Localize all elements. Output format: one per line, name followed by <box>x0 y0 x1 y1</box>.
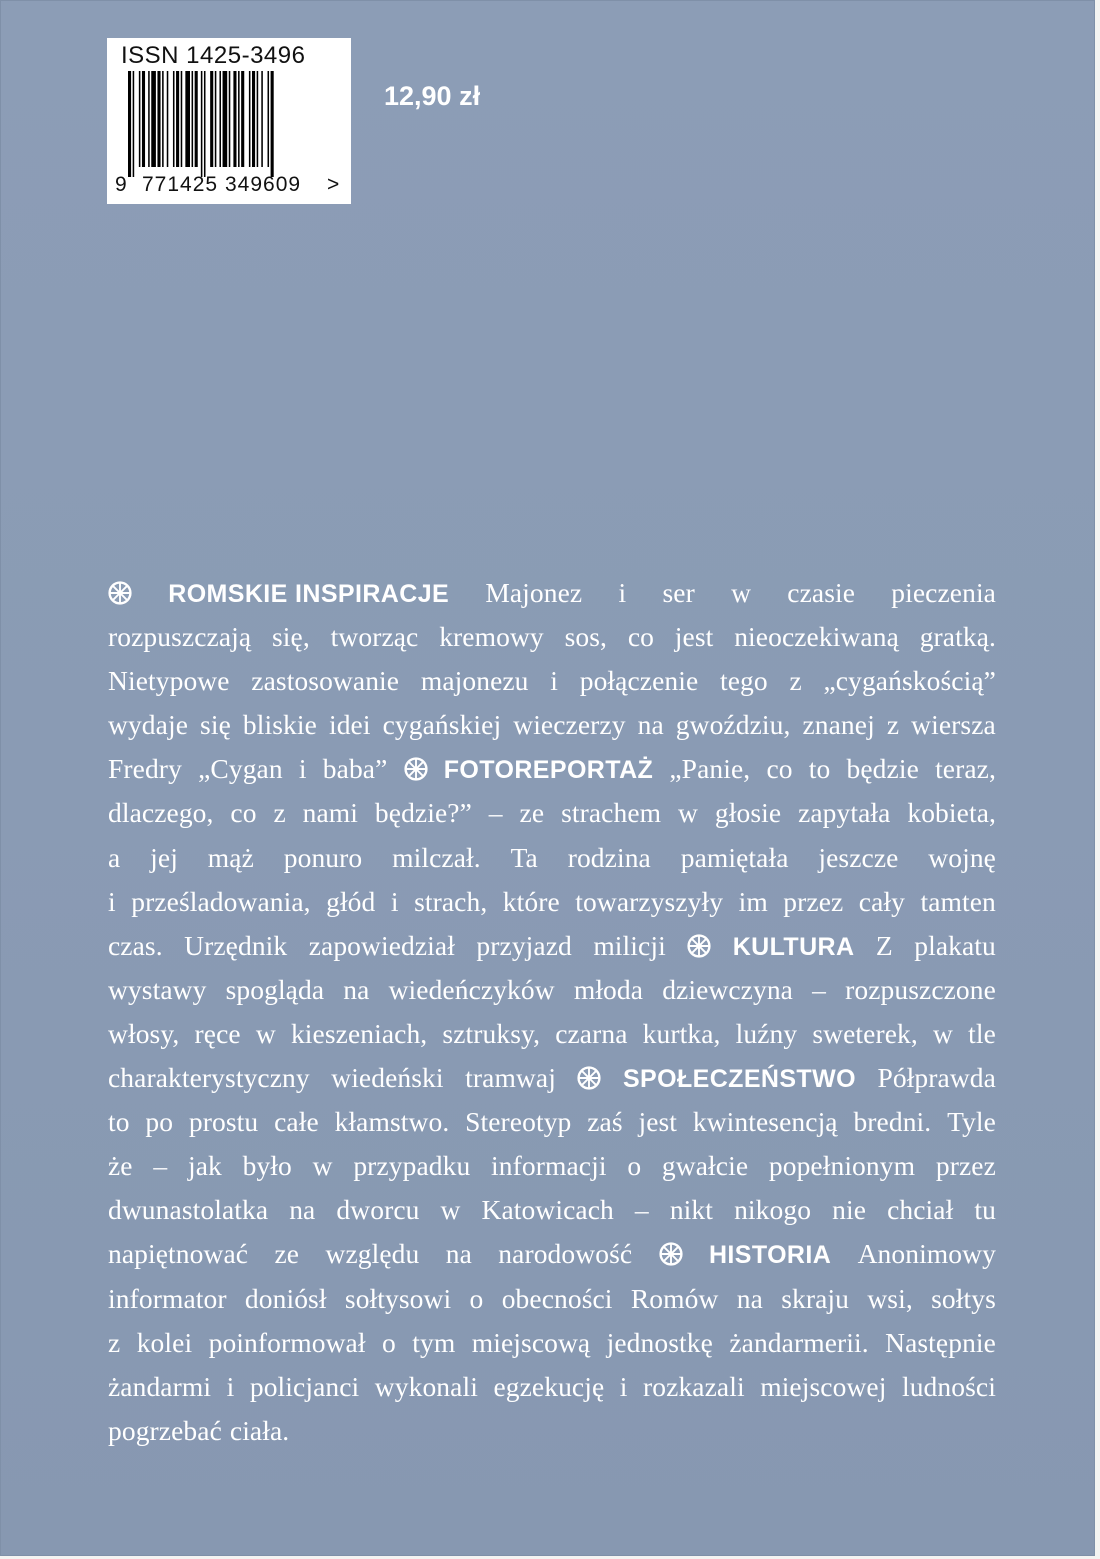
blurb-word: Półprawda <box>877 1062 996 1094</box>
blurb-word: dworcu <box>336 1194 420 1226</box>
blurb-word: gratką. <box>919 621 996 653</box>
blurb-word: w <box>678 797 698 829</box>
blurb-word: wydaje <box>108 709 189 741</box>
blurb-word: o <box>627 1150 642 1182</box>
blurb-word: wystawy <box>108 973 207 1005</box>
blurb-word: tu <box>974 1194 996 1226</box>
blurb-word: im <box>738 885 768 917</box>
blurb-word: cały <box>858 885 905 917</box>
blurb-line <box>108 571 996 615</box>
blurb-word: z <box>886 709 900 741</box>
blurb-word: młoda <box>573 973 644 1005</box>
blurb-word: ser <box>662 577 695 608</box>
blurb-word: jednostkę <box>606 1326 713 1358</box>
blurb-word: ludności <box>901 1370 996 1402</box>
blurb-word: prostu <box>188 1106 259 1138</box>
section-heading-romskie: ROMSKIE INSPIRACJE <box>168 580 450 608</box>
blurb-word: w <box>933 1017 953 1049</box>
blurb-word: co <box>230 797 257 829</box>
blurb-word: Romów <box>630 1282 719 1314</box>
blurb-word: kobieta, <box>907 797 996 829</box>
blurb-word: bliskie <box>242 709 317 741</box>
blurb-word: nami <box>302 797 359 829</box>
blurb-word: o <box>382 1326 396 1358</box>
blurb-word: nieoczekiwaną <box>734 621 899 653</box>
barcode-label <box>107 38 351 204</box>
blurb-word: to <box>808 753 831 785</box>
blurb-word: zaś <box>587 1106 623 1138</box>
blurb-word: tego <box>720 665 768 697</box>
blurb-word: z <box>108 1326 121 1358</box>
barcode-digits-left: 771425 <box>142 173 219 196</box>
blurb-word: w <box>731 577 752 608</box>
wheel-icon <box>577 1066 601 1090</box>
blurb-line <box>108 1144 996 1188</box>
blurb-word: się, <box>272 621 310 653</box>
blurb-word: poinformował <box>208 1326 366 1358</box>
blurb-word: gwoździu, <box>675 709 791 741</box>
wheel-icon <box>404 757 428 781</box>
blurb-word: luźny <box>735 1017 798 1049</box>
blurb-word: – <box>488 797 503 829</box>
blurb-word: i <box>550 665 558 697</box>
blurb-word: milczał. <box>392 841 481 873</box>
blurb-line <box>108 1188 996 1232</box>
blurb-word: sweterek, <box>812 1017 918 1049</box>
blurb-word: wykonali <box>374 1370 478 1402</box>
blurb-word: i <box>618 577 627 608</box>
blurb-word: wsi, <box>867 1282 913 1314</box>
blurb-word: kłamstwo. <box>334 1106 450 1138</box>
cover-blurb <box>108 571 996 1453</box>
barcode-digits-right: 349609 <box>225 173 302 196</box>
blurb-word: Stereotyp <box>465 1106 572 1138</box>
blurb-word: Z <box>875 929 893 961</box>
blurb-word: kwintesencją <box>692 1106 838 1138</box>
blurb-word: – <box>153 1150 168 1182</box>
blurb-word: wieczerzy <box>513 709 626 741</box>
section-heading-kultura: KULTURA <box>732 932 855 961</box>
blurb-word: ze <box>519 797 545 829</box>
blurb-word: włosy, <box>108 1017 180 1049</box>
blurb-word: baba” <box>322 753 388 785</box>
blurb-word: wiedeński <box>331 1062 444 1094</box>
blurb-word: kieszeniach, <box>290 1017 428 1049</box>
blurb-word: doniósł <box>244 1282 327 1314</box>
blurb-word: pamiętała <box>680 841 789 873</box>
blurb-word: policjanci <box>249 1370 360 1402</box>
blurb-word: tym <box>412 1326 456 1358</box>
blurb-word: względu <box>325 1238 420 1270</box>
blurb-word: zapytała <box>798 797 891 829</box>
blurb-word: ponuro <box>283 841 363 873</box>
blurb-word: że <box>108 1150 133 1182</box>
blurb-word: wojnę <box>928 841 996 873</box>
blurb-word: przez <box>783 885 844 917</box>
blurb-word: Nietypowe <box>108 665 230 697</box>
blurb-word: tramwaj <box>465 1062 556 1094</box>
issn-label: ISSN 1425-3496 <box>121 42 306 69</box>
blurb-word: obecności <box>501 1282 613 1314</box>
blurb-word: informator <box>108 1282 227 1314</box>
blurb-line <box>108 1056 996 1100</box>
blurb-word: jak <box>187 1150 222 1182</box>
blurb-word: przez <box>935 1150 996 1182</box>
blurb-word: a <box>108 841 121 873</box>
section-heading-spoleczenstwo: SPOŁECZEŃSTWO <box>622 1065 856 1094</box>
barcode-icon <box>124 71 324 177</box>
blurb-word: miejscową <box>471 1326 591 1358</box>
blurb-word: i <box>390 885 399 917</box>
blurb-word: na <box>343 973 370 1005</box>
blurb-line <box>108 836 996 880</box>
blurb-word: z <box>273 797 286 829</box>
blurb-word: towarzyszyły <box>575 885 724 917</box>
blurb-word: spogląda <box>225 973 325 1005</box>
blurb-word: Fredry <box>108 753 182 785</box>
blurb-word: żandarmerii. <box>729 1326 869 1358</box>
blurb-word: skraju <box>781 1282 850 1314</box>
blurb-word: Tyle <box>947 1106 996 1138</box>
blurb-word: chciał <box>887 1194 954 1226</box>
blurb-word: w <box>440 1194 461 1226</box>
blurb-word: egzekucję <box>493 1370 605 1402</box>
blurb-word: „cygańskością” <box>823 665 996 697</box>
blurb-word: głosie <box>714 797 782 829</box>
blurb-word: jeszcze <box>818 841 899 873</box>
blurb-word: kolei <box>136 1326 193 1358</box>
blurb-word: rozpuszczają <box>108 621 252 653</box>
blurb-line <box>108 968 996 1012</box>
blurb-line <box>108 1012 996 1056</box>
blurb-word: i <box>619 1370 628 1402</box>
blurb-word: Ta <box>510 841 538 873</box>
blurb-word: wiersza <box>911 709 996 741</box>
blurb-word: nikogo <box>734 1194 812 1226</box>
blurb-word: plakatu <box>914 929 996 961</box>
blurb-word: głód <box>326 885 376 917</box>
blurb-word: sztruksy, <box>442 1017 541 1049</box>
blurb-word: jest <box>638 1106 678 1138</box>
blurb-word: i <box>226 1370 235 1402</box>
blurb-word: sołtys <box>931 1282 996 1314</box>
blurb-line <box>108 747 996 791</box>
blurb-word: ze <box>274 1238 300 1270</box>
blurb-word: idei <box>328 709 371 741</box>
section-heading-historia: HISTORIA <box>708 1241 832 1270</box>
blurb-line <box>108 791 996 835</box>
blurb-word: o <box>469 1282 484 1314</box>
blurb-word: teraz, <box>935 753 996 785</box>
blurb-line <box>108 924 996 968</box>
blurb-word: na <box>736 1282 763 1314</box>
blurb-word: dwunastolatka <box>108 1194 269 1226</box>
blurb-word: strach, <box>414 885 488 917</box>
blurb-word: czarna <box>555 1017 628 1049</box>
blurb-word: połączenie <box>579 665 699 697</box>
blurb-word: rodzina <box>567 841 651 873</box>
blurb-word: które <box>502 885 560 917</box>
blurb-word: się <box>200 709 231 741</box>
blurb-word: dlaczego, <box>108 797 214 829</box>
wheel-icon <box>659 1242 683 1266</box>
blurb-line <box>108 1277 996 1321</box>
blurb-word: będzie?” <box>374 797 472 829</box>
blurb-word: przyjazd <box>476 929 572 961</box>
barcode-digit-first: 9 <box>115 173 127 196</box>
blurb-line <box>108 1100 996 1144</box>
blurb-word: ciała. <box>229 1414 290 1446</box>
blurb-word: co <box>627 621 654 653</box>
blurb-word: rozkazali <box>643 1370 745 1402</box>
barcode-arrow: > <box>327 173 340 196</box>
blurb-word: – <box>634 1194 649 1226</box>
blurb-word: zastosowanie <box>251 665 400 697</box>
blurb-word: nie <box>832 1194 867 1226</box>
blurb-word: mąż <box>207 841 254 873</box>
blurb-word: bredni. <box>853 1106 932 1138</box>
blurb-line <box>108 1321 996 1365</box>
blurb-word: jest <box>674 621 714 653</box>
blurb-word: zapowiedział <box>308 929 455 961</box>
blurb-word: Majonez <box>485 577 583 608</box>
blurb-word: to <box>108 1106 130 1138</box>
blurb-word: jej <box>150 841 178 873</box>
blurb-line <box>108 615 996 659</box>
blurb-word: miejscowej <box>760 1370 887 1402</box>
blurb-word: strachem <box>561 797 662 829</box>
blurb-word: dziewczyna <box>662 973 793 1005</box>
blurb-line <box>108 1409 996 1453</box>
blurb-word: charakterystyczny <box>108 1062 310 1094</box>
blurb-word: prześladowania, <box>131 885 311 917</box>
blurb-line <box>108 659 996 703</box>
blurb-word: Anonimowy <box>857 1238 996 1270</box>
blurb-word: nikt <box>669 1194 714 1226</box>
blurb-word: napiętnować <box>108 1238 249 1270</box>
blurb-word: Następnie <box>885 1326 996 1358</box>
blurb-word: rozpuszczone <box>845 973 996 1005</box>
wheel-icon <box>687 934 711 958</box>
blurb-word: cygańskiej <box>382 709 502 741</box>
blurb-word: na <box>289 1194 316 1226</box>
blurb-line <box>108 880 996 924</box>
blurb-word: wiedeńczyków <box>388 973 555 1005</box>
blurb-word: Urzędnik <box>184 929 288 961</box>
blurb-line <box>108 1365 996 1409</box>
blurb-word: milicji <box>593 929 666 961</box>
blurb-word: czasie <box>787 577 856 608</box>
blurb-word: narodowość <box>498 1238 633 1270</box>
blurb-word: przypadku <box>353 1150 471 1182</box>
blurb-word: pieczenia <box>891 577 996 608</box>
blurb-word: będzie <box>846 753 919 785</box>
blurb-word: sołtysowi <box>344 1282 452 1314</box>
section-heading-fotoreportaz: FOTOREPORTAŻ <box>443 756 654 785</box>
blurb-word: pogrzebać <box>108 1414 222 1446</box>
blurb-word: i <box>298 753 307 785</box>
blurb-word: w <box>312 1150 333 1182</box>
blurb-word: na <box>445 1238 472 1270</box>
blurb-word: majonezu <box>420 665 529 697</box>
blurb-word: co <box>766 753 793 785</box>
blurb-word: znanej <box>802 709 875 741</box>
blurb-word: i <box>108 885 116 917</box>
blurb-word: popełnionym <box>768 1150 916 1182</box>
blurb-word: tamten <box>920 885 996 917</box>
blurb-line <box>108 1232 996 1276</box>
blurb-word: całe <box>274 1106 319 1138</box>
blurb-word: tworząc <box>330 621 419 653</box>
blurb-word: na <box>637 709 664 741</box>
blurb-word: informacji <box>491 1150 607 1182</box>
price: 12,90 zł <box>384 81 481 111</box>
blurb-word: w <box>255 1017 276 1049</box>
wheel-icon <box>108 581 132 605</box>
blurb-word: czas. <box>108 929 163 961</box>
blurb-line <box>108 703 996 747</box>
blurb-word: „Cygan <box>198 753 283 785</box>
blurb-word: „Panie, <box>669 753 751 785</box>
blurb-word: żandarmi <box>108 1370 212 1402</box>
blurb-word: po <box>145 1106 174 1138</box>
blurb-word: gwałcie <box>661 1150 749 1182</box>
blurb-word: kurtka, <box>642 1017 721 1049</box>
blurb-word: było <box>242 1150 292 1182</box>
blurb-word: ręce <box>194 1017 241 1049</box>
blurb-word: Katowicach <box>481 1194 614 1226</box>
blurb-word: tle <box>968 1017 996 1049</box>
blurb-word: z <box>789 665 802 697</box>
blurb-word: sos, <box>564 621 608 653</box>
blurb-word: kremowy <box>439 621 544 653</box>
blurb-word: – <box>812 973 826 1005</box>
